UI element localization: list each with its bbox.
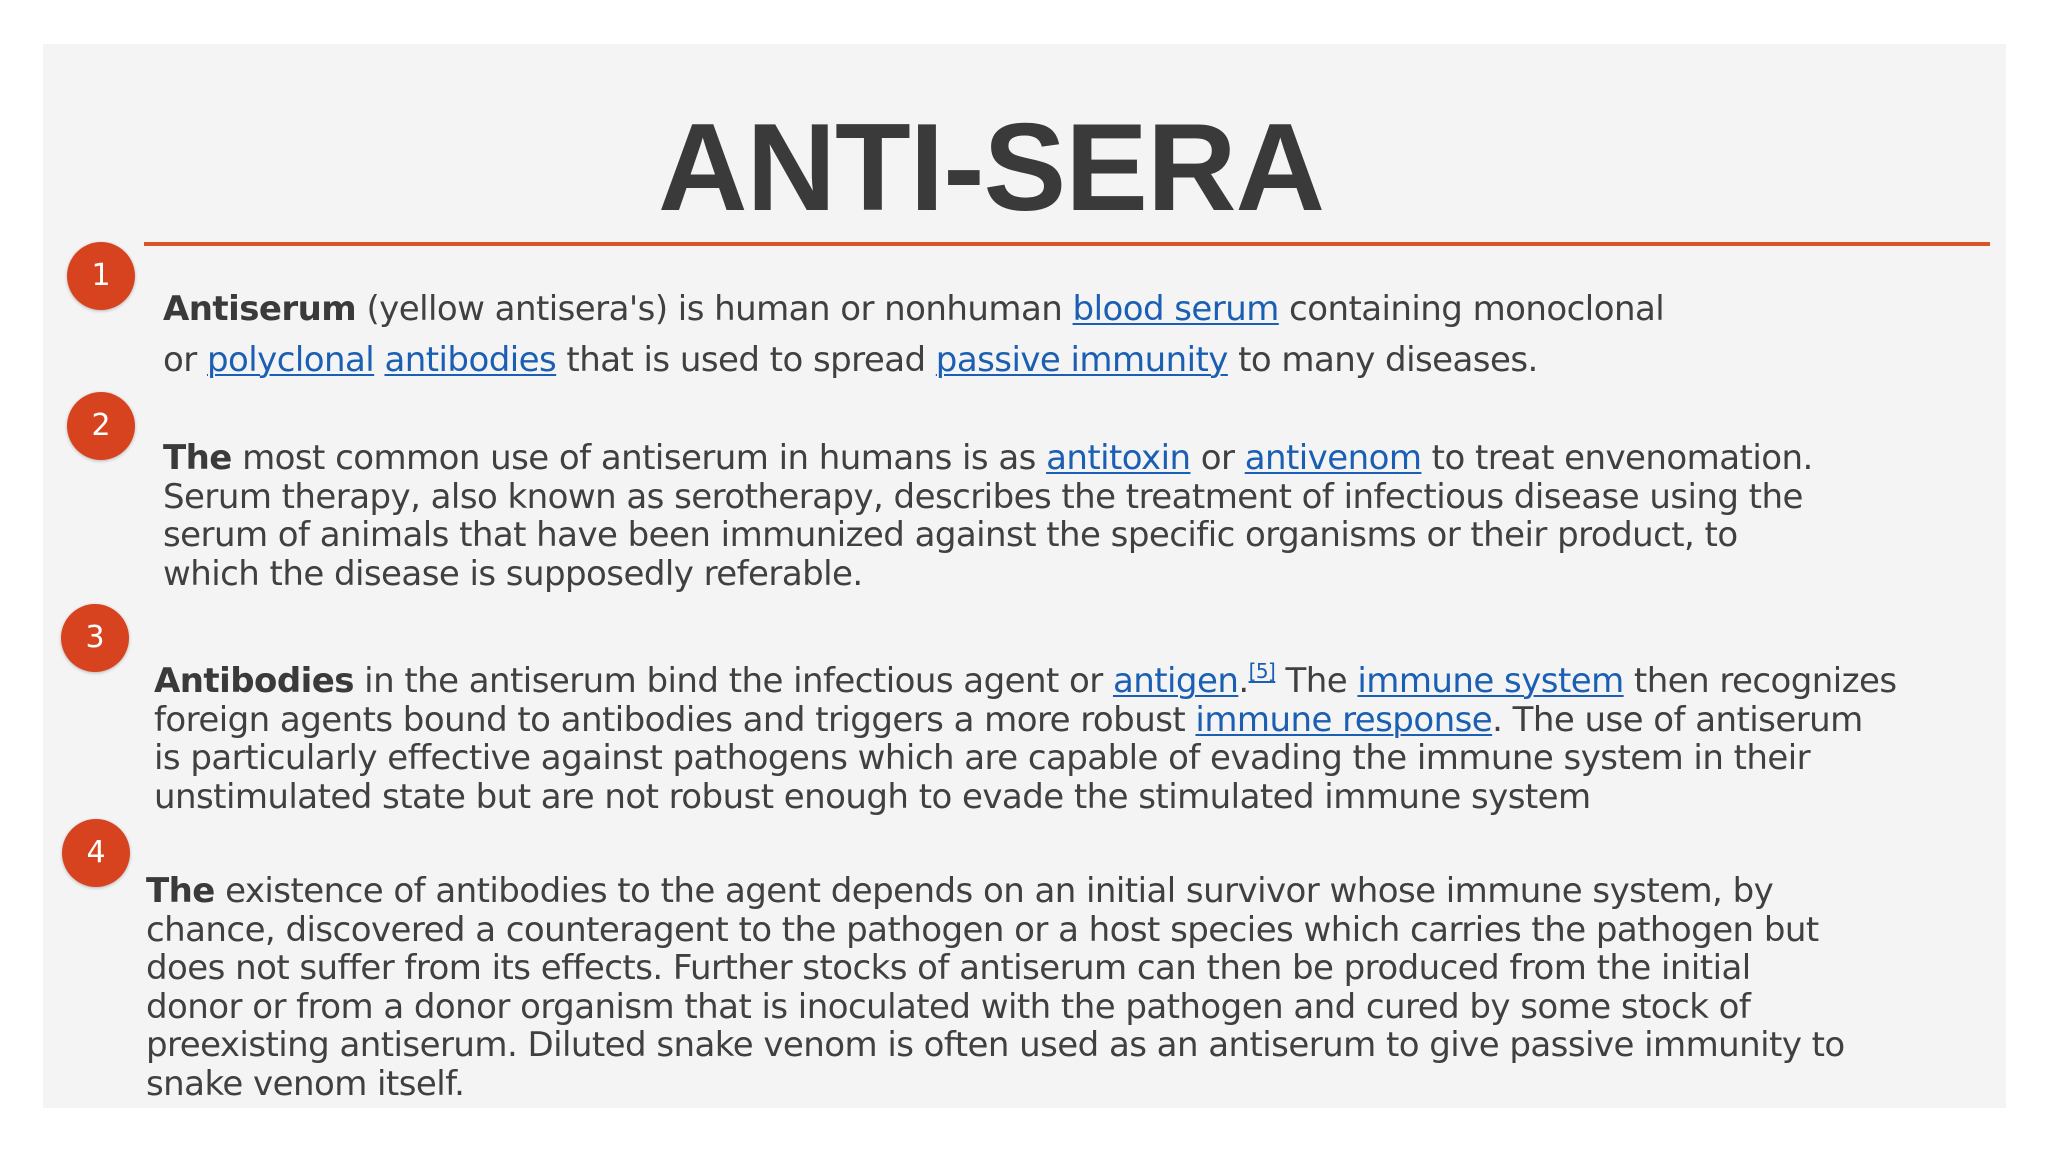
text-segment: preexisting antiserum. Diluted snake venom is often used as an antiserum to give passive immunity to (146, 1025, 1845, 1065)
text-segment: or (1190, 438, 1245, 478)
text-line (163, 516, 1813, 555)
bold-lead-term: Antibodies (154, 661, 354, 701)
text-segment: to many diseases. (1227, 340, 1538, 380)
text-segment: donor or from a donor organism that is inoculated with the pathogen and cured by some stock of (146, 986, 1751, 1027)
text-line (154, 659, 1897, 701)
text-segment: . (1238, 661, 1249, 701)
item-3-text (154, 659, 1897, 817)
text-segment (374, 340, 384, 380)
text-segment: snake venom itself. (146, 1063, 465, 1104)
text-segment: (yellow antisera's) is human or nonhuman (356, 289, 1073, 329)
link-immune-system[interactable]: immune system (1357, 661, 1624, 701)
link-polyclonal[interactable]: polyclonal (206, 340, 375, 380)
text-line (163, 555, 1813, 594)
item-1-text (163, 284, 1664, 386)
text-segment: in the antiserum bind the infectious agent or (353, 661, 1113, 701)
item-2-text (163, 439, 1813, 593)
text-segment: The (1275, 661, 1358, 701)
text-segment: to treat envenomation. (1421, 438, 1813, 478)
item-2-number-badge: 2 (67, 392, 135, 460)
text-segment: or (163, 340, 207, 380)
bold-lead-term: Antiserum (163, 289, 357, 329)
text-segment: . The use of antiserum (1492, 699, 1863, 740)
text-line (163, 284, 1664, 335)
citation-link[interactable]: [5] (1248, 659, 1276, 683)
text-line (163, 478, 1813, 517)
bold-lead-term: The (163, 438, 232, 478)
link-antivenom[interactable]: antivenom (1244, 438, 1422, 478)
slide (43, 44, 2006, 1108)
text-line (154, 778, 1897, 817)
text-line (146, 949, 1845, 988)
item-4-number-badge: 4 (62, 819, 130, 887)
link-antitoxin[interactable]: antitoxin (1046, 438, 1191, 478)
text-line (146, 988, 1845, 1027)
text-line (154, 701, 1897, 740)
text-segment: which the disease is supposedly referable. (163, 553, 863, 594)
text-segment: then recognizes (1623, 661, 1897, 701)
text-segment: that is used to spread (556, 340, 936, 380)
text-segment: serum of animals that have been immunized against the specific organisms or their product, to (163, 515, 1738, 555)
text-line (146, 872, 1845, 911)
link-passive-immunity[interactable]: passive immunity (935, 340, 1228, 380)
text-line (154, 739, 1897, 778)
text-line (146, 911, 1845, 950)
slide-title: ANTI-SERA (657, 99, 1325, 237)
text-segment: containing monoclonal (1278, 289, 1665, 329)
item-4-text (146, 872, 1845, 1103)
link-antigen[interactable]: antigen (1112, 661, 1239, 701)
text-segment: Serum therapy, also known as serotherapy, describes the treatment of infectious disease using the (163, 476, 1803, 517)
link-immune-response[interactable]: immune response (1195, 699, 1493, 740)
bold-lead-term: The (146, 871, 215, 911)
text-segment: most common use of antiserum in humans is as (231, 438, 1047, 478)
text-line (146, 1026, 1845, 1065)
text-line (163, 335, 1664, 386)
text-segment: chance, discovered a counteragent to the pathogen or a host species which carries the pathogen but (146, 909, 1819, 950)
title-divider (144, 242, 1990, 246)
text-segment: is particularly effective against pathogens which are capable of evading the immune system in their (154, 738, 1811, 778)
text-segment: foreign agents bound to antibodies and triggers a more robust (154, 699, 1196, 740)
link-blood-serum[interactable]: blood serum (1072, 289, 1279, 329)
item-3-number-badge: 3 (61, 604, 129, 672)
item-1-number-badge: 1 (67, 242, 135, 310)
text-segment: existence of antibodies to the agent depends on an initial survivor whose immune system, by (214, 871, 1774, 911)
text-line (146, 1065, 1845, 1104)
text-line (163, 439, 1813, 478)
text-segment: does not suffer from its effects. Further stocks of antiserum can then be produced from the initial (146, 948, 1751, 988)
text-segment: unstimulated state but are not robust enough to evade the stimulated immune system (154, 776, 1591, 817)
link-antibodies[interactable]: antibodies (384, 340, 557, 380)
